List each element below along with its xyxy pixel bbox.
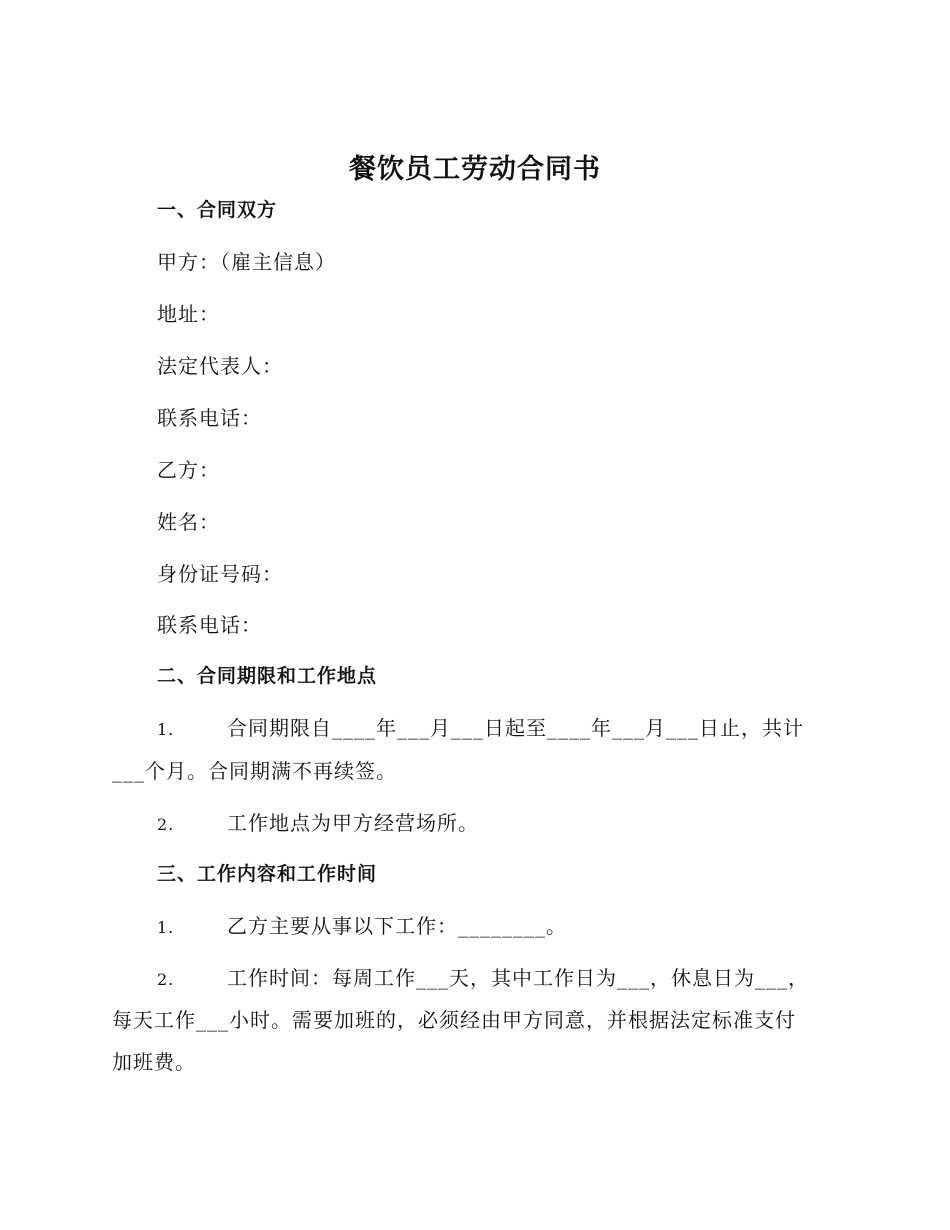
work-time-text-continued-2: 加班费。: [112, 1050, 196, 1074]
item-number: 2.: [157, 970, 175, 989]
work-content-text: 乙方主要从事以下工作：________。: [227, 914, 567, 938]
section-heading-work-content-time: 三、工作内容和工作时间: [157, 863, 378, 885]
work-content-item: [157, 911, 567, 943]
party-b-line: 乙方：: [157, 458, 220, 482]
item-number: 2.: [157, 815, 175, 834]
party-b-phone-line: 联系电话：: [157, 613, 262, 637]
id-number-line: 身份证号码：: [157, 562, 283, 586]
party-a-phone-line: 联系电话：: [157, 406, 262, 430]
item-number: 1.: [157, 720, 175, 739]
document-title: 餐饮员工劳动合同书: [349, 154, 601, 185]
name-line: 姓名：: [157, 510, 220, 534]
work-time-item: [157, 963, 809, 995]
work-time-text: 工作时间：每周工作___天，其中工作日为___，休息日为___，: [227, 966, 809, 990]
term-item: [157, 713, 804, 745]
item-number: 1.: [157, 918, 175, 937]
term-text-continued: ___个月。合同期满不再续签。: [112, 759, 397, 783]
term-text: 合同期限自____年___月___日起至____年___月___日止，共计: [227, 716, 804, 740]
work-time-text-continued: 每天工作___小时。需要加班的，必须经由甲方同意，并根据法定标准支付: [112, 1008, 796, 1032]
location-item: [157, 808, 479, 840]
legal-representative-line: 法定代表人：: [157, 354, 283, 378]
section-heading-term-location: 二、合同期限和工作地点: [157, 665, 378, 687]
address-line: 地址：: [157, 302, 220, 326]
location-text: 工作地点为甲方经营场所。: [227, 811, 479, 835]
party-a-line: 甲方：（雇主信息）: [157, 250, 336, 274]
section-heading-parties: 一、合同双方: [157, 199, 278, 221]
